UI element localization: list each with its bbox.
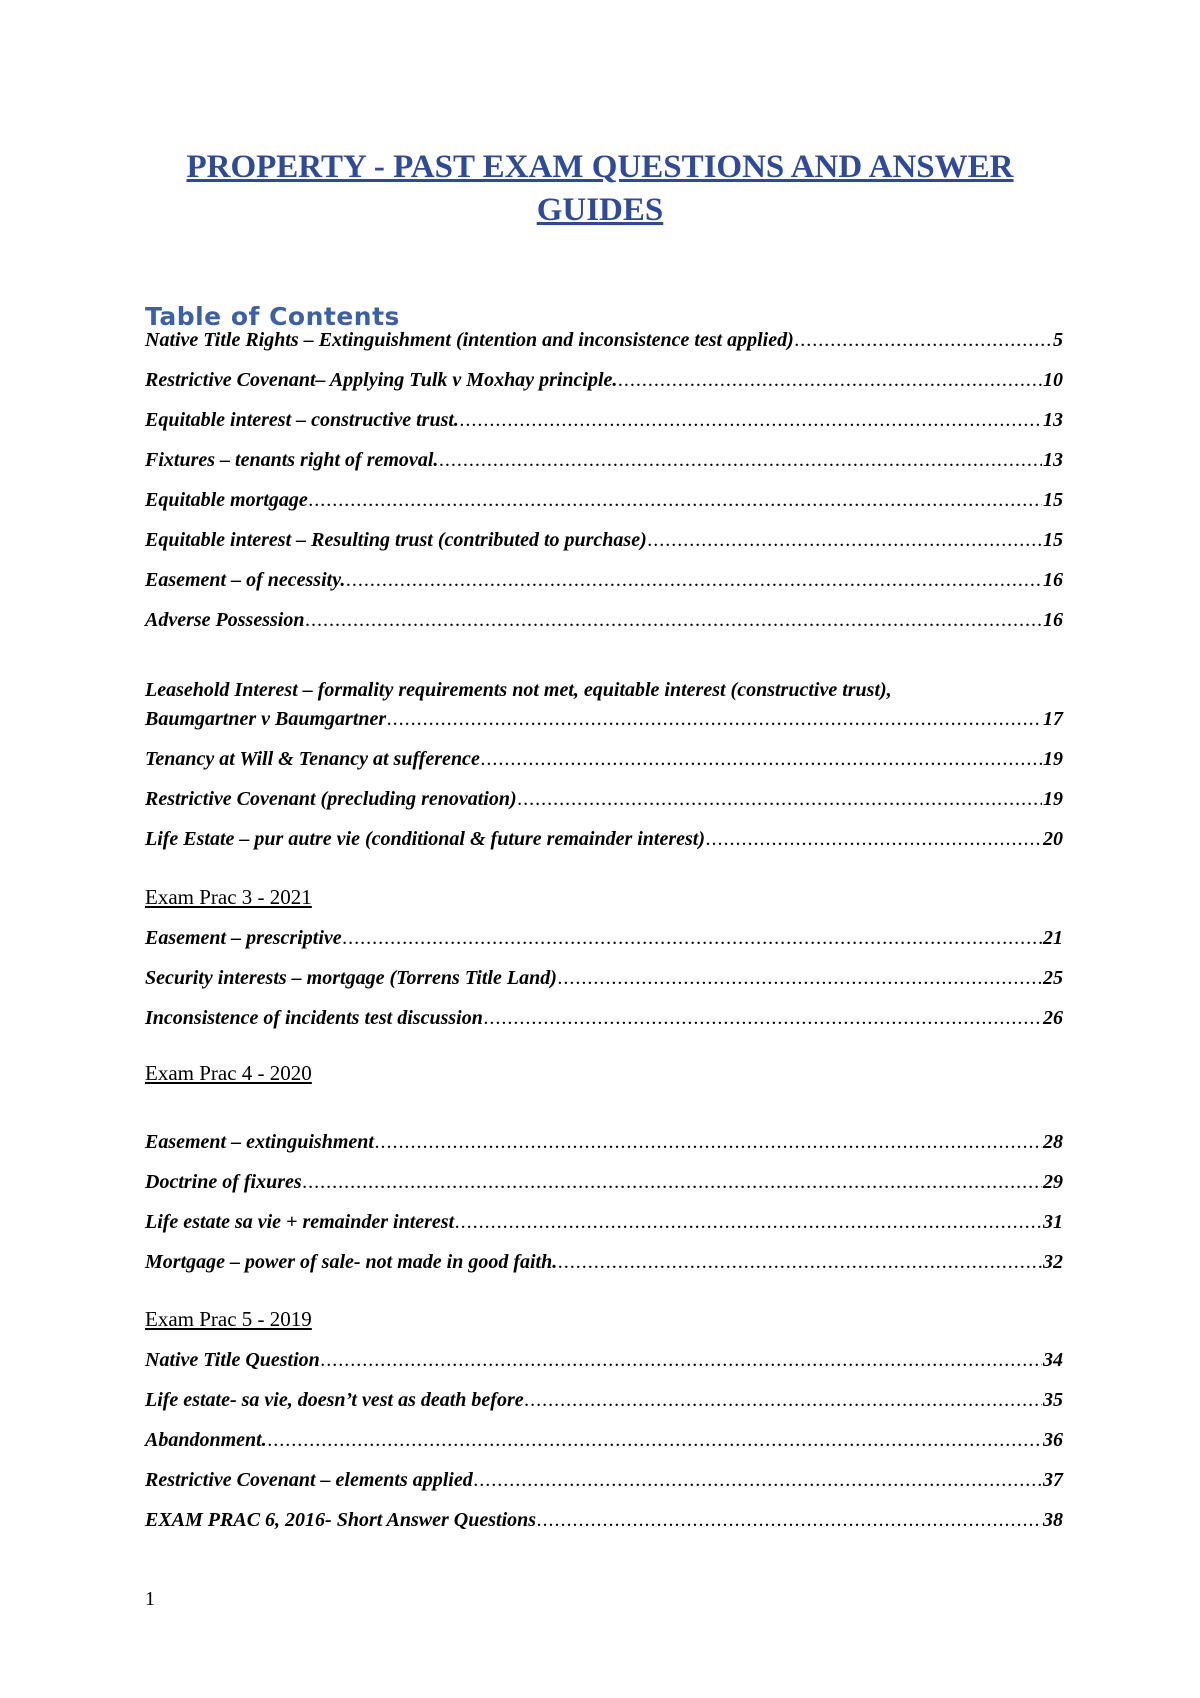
toc-entry-page: 10 xyxy=(1043,369,1063,391)
toc-entry[interactable] xyxy=(145,1506,1063,1535)
toc-entry-page: 25 xyxy=(1043,967,1063,989)
toc-leader-dots xyxy=(305,606,1042,635)
toc-entry-text: Abandonment. xyxy=(145,1429,267,1451)
toc-entry[interactable] xyxy=(145,1208,1063,1237)
toc-entry[interactable] xyxy=(145,825,1063,854)
toc-entry-text: Fixtures – tenants right of removal. xyxy=(145,449,439,471)
toc-entry-text: Equitable mortgage xyxy=(145,489,308,511)
toc-leader-dots xyxy=(439,446,1042,475)
toc-entry-page: 31 xyxy=(1043,1211,1063,1233)
toc-leader-dots xyxy=(648,526,1042,555)
toc-entry[interactable] xyxy=(145,566,1063,595)
toc-entry[interactable] xyxy=(145,1004,1063,1033)
toc-entry-text: Adverse Possession xyxy=(145,609,305,631)
toc-entry[interactable] xyxy=(145,1248,1063,1277)
toc-entry-page: 15 xyxy=(1043,489,1063,511)
toc-entry[interactable] xyxy=(145,1426,1063,1455)
toc-entry-text: Doctrine of fixures xyxy=(145,1171,302,1193)
toc-entry-page: 13 xyxy=(1043,449,1063,471)
toc-entry-text-continued: Baumgartner v Baumgartner xyxy=(145,708,387,730)
toc-entry-text: Security interests – mortgage (Torrens Title Land) xyxy=(145,967,557,989)
toc-entry-page: 32 xyxy=(1043,1251,1063,1273)
toc-leader-dots xyxy=(460,406,1042,435)
toc-entry[interactable] xyxy=(145,785,1063,814)
toc-entry-page: 15 xyxy=(1043,529,1063,551)
toc-entry[interactable] xyxy=(145,964,1063,993)
toc-leader-dots xyxy=(474,1466,1042,1495)
document-title: PROPERTY - PAST EXAM QUESTIONS AND ANSWER GUIDES xyxy=(186,149,1014,228)
toc-entry-page: 17 xyxy=(1043,708,1063,730)
toc-entry-text: Equitable interest – Resulting trust (contributed to purchase) xyxy=(145,529,647,551)
toc-entry-page: 16 xyxy=(1043,569,1063,591)
toc-entry-page: 34 xyxy=(1043,1349,1063,1371)
toc-entry-text: Easement – extinguishment xyxy=(145,1131,374,1153)
toc-entry-page: 36 xyxy=(1043,1429,1063,1451)
toc-leader-dots xyxy=(387,705,1042,734)
toc-entry-text: Restrictive Covenant – elements applied xyxy=(145,1469,473,1491)
toc-leader-dots xyxy=(558,1248,1042,1277)
toc-entry-page: 38 xyxy=(1043,1509,1063,1531)
toc-leader-dots xyxy=(795,326,1052,355)
toc-entry-page: 26 xyxy=(1043,1007,1063,1029)
toc-entry-page: 28 xyxy=(1043,1131,1063,1153)
toc-entry-text: Inconsistence of incidents test discussion xyxy=(145,1007,483,1029)
toc-entry-text: Life Estate – pur autre vie (conditional & future remainder interest) xyxy=(145,828,705,850)
toc-entry[interactable] xyxy=(145,366,1063,395)
toc-entry-text: Tenancy at Will & Tenancy at sufference xyxy=(145,748,480,770)
toc-leader-dots xyxy=(518,785,1042,814)
toc-entry[interactable] xyxy=(145,1128,1063,1157)
toc-entry-text: Life estate- sa vie, doesn’t vest as death before xyxy=(145,1389,524,1411)
toc-leader-dots xyxy=(484,1004,1042,1033)
toc-leader-dots xyxy=(525,1386,1042,1415)
toc-entry-text: Easement – prescriptive xyxy=(145,927,342,949)
toc-entry-text: Leasehold Interest – formality requirements not met, equitable interest (constructive trust), xyxy=(145,679,892,701)
toc-entry-text: Native Title Rights – Extinguishment (intention and inconsistence test applied) xyxy=(145,329,794,351)
toc-entry-page: 5 xyxy=(1053,329,1063,351)
toc-section-heading[interactable]: Exam Prac 5 - 2019 xyxy=(145,1307,312,1331)
toc-leader-dots xyxy=(343,924,1042,953)
toc-leader-dots xyxy=(455,1208,1042,1237)
toc-entry[interactable] xyxy=(145,406,1063,435)
toc-entry[interactable] xyxy=(145,676,1063,734)
toc-leader-dots xyxy=(618,366,1042,395)
toc-entry-page: 19 xyxy=(1043,788,1063,810)
page-number: 1 xyxy=(145,1588,155,1610)
toc-entry[interactable] xyxy=(145,1346,1063,1375)
toc-leader-dots xyxy=(537,1506,1042,1535)
toc-leader-dots xyxy=(375,1128,1042,1157)
toc-entry[interactable] xyxy=(145,446,1063,475)
toc-leader-dots xyxy=(309,486,1042,515)
toc-entry-page: 20 xyxy=(1043,828,1063,850)
toc-entry-page: 16 xyxy=(1043,609,1063,631)
toc-leader-dots xyxy=(706,825,1042,854)
toc-entry[interactable] xyxy=(145,526,1063,555)
toc-entry[interactable] xyxy=(145,486,1063,515)
toc-entry-text: Restrictive Covenant– Applying Tulk v Moxhay principle. xyxy=(145,369,618,391)
toc-leader-dots xyxy=(321,1346,1042,1375)
toc-leader-dots xyxy=(481,745,1042,774)
toc-entry[interactable] xyxy=(145,924,1063,953)
toc-entry-text: Restrictive Covenant (precluding renovation) xyxy=(145,788,517,810)
toc-leader-dots xyxy=(303,1168,1042,1197)
toc-heading: Table of Contents xyxy=(145,302,400,331)
toc-entry[interactable] xyxy=(145,745,1063,774)
toc-leader-dots xyxy=(346,566,1042,595)
toc-entry[interactable] xyxy=(145,606,1063,635)
toc-entry-page: 19 xyxy=(1043,748,1063,770)
toc-entry-text: Life estate sa vie + remainder interest xyxy=(145,1211,455,1233)
toc-entry[interactable] xyxy=(145,1386,1063,1415)
toc-entry-text: Mortgage – power of sale- not made in good faith. xyxy=(145,1251,558,1273)
toc-entry-page: 37 xyxy=(1043,1469,1063,1491)
toc-entry[interactable] xyxy=(145,1168,1063,1197)
toc-section-heading[interactable]: Exam Prac 4 - 2020 xyxy=(145,1061,312,1085)
toc-leader-dots xyxy=(268,1426,1042,1455)
toc-entry-text: EXAM PRAC 6, 2016- Short Answer Questions xyxy=(145,1509,537,1531)
toc-entry-page: 29 xyxy=(1043,1171,1063,1193)
toc-entry[interactable] xyxy=(145,326,1063,355)
toc-leader-dots xyxy=(558,964,1042,993)
toc-entry-page: 21 xyxy=(1043,927,1063,949)
toc-entry-text: Native Title Question xyxy=(145,1349,320,1371)
toc-entry-text: Easement – of necessity. xyxy=(145,569,346,591)
toc-entry-page: 35 xyxy=(1043,1389,1063,1411)
toc-entry-text: Equitable interest – constructive trust. xyxy=(145,409,459,431)
toc-entry[interactable] xyxy=(145,1466,1063,1495)
toc-section-heading[interactable]: Exam Prac 3 - 2021 xyxy=(145,885,312,909)
toc-entry-page: 13 xyxy=(1043,409,1063,431)
